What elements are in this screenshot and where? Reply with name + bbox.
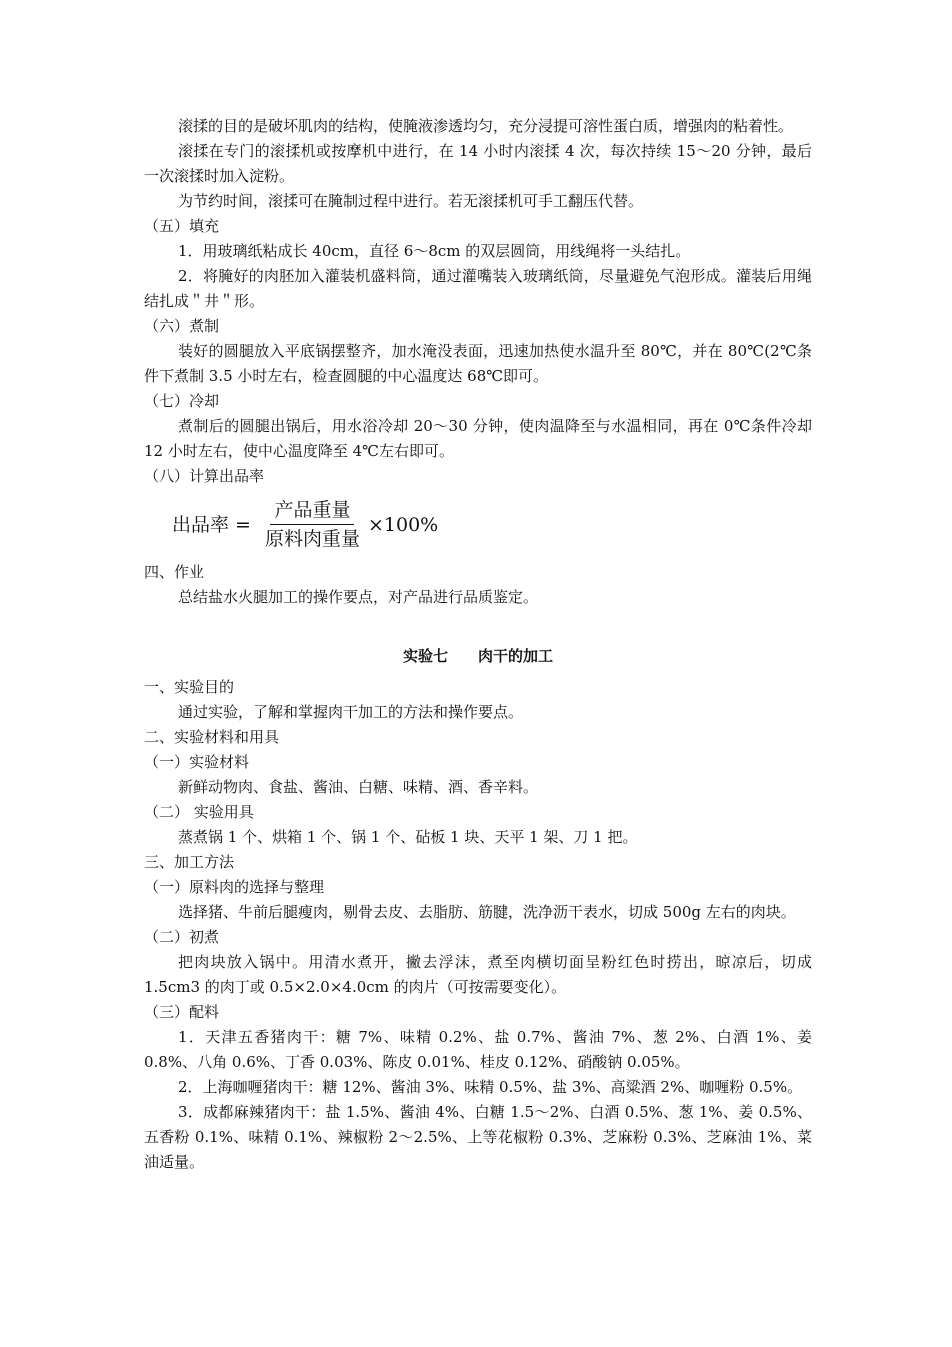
section-heading: （一）原料肉的选择与整理 xyxy=(144,878,325,896)
section-heading: 一、实验目的 xyxy=(144,678,235,696)
formula-denominator: 原料肉重量 xyxy=(264,528,360,550)
section-heading: （一）实验材料 xyxy=(144,753,250,771)
section-heading: 三、加工方法 xyxy=(144,853,235,871)
section-heading: （五）填充 xyxy=(144,217,220,235)
body-paragraph: 新鲜动物肉、食盐、酱油、白糖、味精、酒、香辛料。 xyxy=(178,778,539,796)
jerky-section xyxy=(144,675,812,1175)
section-heading: （八）计算出品率 xyxy=(144,467,265,485)
body-paragraph: 为节约时间，滚揉可在腌制过程中进行。若无滚揉机可手工翻压代替。 xyxy=(178,192,644,210)
body-paragraph: 选择猪、牛前后腿瘦肉，剔骨去皮、去脂肪、筋腱，洗净沥干表水，切成 500g 左右的肉块。 xyxy=(178,903,796,921)
section-heading: （六）煮制 xyxy=(144,317,220,335)
section-heading: （七）冷却 xyxy=(144,392,220,410)
homework-section xyxy=(144,560,812,610)
body-paragraph: 滚揉在专门的滚揉机或按摩机中进行，在 14 小时内滚揉 4 次，每次持续 15～20 分钟，最后一次滚揉时加入淀粉。 xyxy=(144,142,812,185)
formula-numerator: 产品重量 xyxy=(270,497,354,525)
formula-rhs: ×100% xyxy=(367,513,439,536)
section-title xyxy=(144,644,812,669)
body-paragraph: 煮制后的圆腿出锅后，用水浴冷却 20～30 分钟，使肉温降至与水温相同，再在 0℃条件冷却 12 小时左右，使中心温度降至 4℃左右即可。 xyxy=(144,417,812,460)
section-heading: （二）初煮 xyxy=(144,928,220,946)
body-paragraph: 把肉块放入锅中。用清水煮开，撇去浮沫，煮至肉横切面呈粉红色时捞出，晾凉后，切成 1.5cm3 的肉丁或 0.5×2.0×4.0cm 的肉片（可按需要变化）。 xyxy=(144,953,812,996)
section-heading: 四、作业 xyxy=(144,563,205,581)
section-heading: （二） 实验用具 xyxy=(144,803,254,821)
section-heading: （三）配料 xyxy=(144,1003,220,1021)
section-heading: 二、实验材料和用具 xyxy=(144,728,280,746)
body-paragraph: 3．成都麻辣猪肉干：盐 1.5%、酱油 4%、白糖 1.5～2%、白酒 0.5%、葱 1%、姜 0.5%、五香粉 0.1%、味精 0.1%、辣椒粉 2～2.5%、上等花椒粉 0.3%、芝麻粉 0.3%、芝麻油 1%、菜油适量。 xyxy=(144,1103,812,1171)
body-paragraph: 2．将腌好的肉胚加入灌装机盛料筒，通过灌嘴装入玻璃纸筒，尽量避免气泡形成。灌装后用绳结扎成＂井＂形。 xyxy=(144,267,812,310)
body-paragraph: 蒸煮锅 1 个、烘箱 1 个、锅 1 个、砧板 1 块、天平 1 架、刀 1 把。 xyxy=(178,828,638,846)
ham-process-section xyxy=(144,114,812,489)
section-name: 肉干的加工 xyxy=(478,647,554,665)
body-paragraph: 装好的圆腿放入平底锅摆整齐，加水淹没表面，迅速加热使水温升至 80℃，并在 80℃(2℃条件下煮制 3.5 小时左右，检查圆腿的中心温度达 68℃即可。 xyxy=(144,342,812,385)
body-paragraph: 1．用玻璃纸粘成长 40cm，直径 6～8cm 的双层圆筒，用线绳将一头结扎。 xyxy=(178,242,691,260)
section-number: 实验七 xyxy=(402,647,448,665)
document-page xyxy=(144,114,812,1175)
yield-formula xyxy=(172,497,812,552)
body-paragraph: 2．上海咖喱猪肉干：糖 12%、酱油 3%、味精 0.5%、盐 3%、高粱酒 2%、咖喱粉 0.5%。 xyxy=(178,1078,803,1096)
body-paragraph: 通过实验，了解和掌握肉干加工的方法和操作要点。 xyxy=(178,703,524,721)
body-paragraph: 滚揉的目的是破坏肌肉的结构，使腌液渗透均匀，充分浸提可溶性蛋白质，增强肉的粘着性。 xyxy=(178,117,794,135)
formula-lhs: 出品率 = xyxy=(172,513,251,536)
formula-fraction xyxy=(261,497,364,552)
body-paragraph: 总结盐水火腿加工的操作要点，对产品进行品质鉴定。 xyxy=(178,588,539,606)
body-paragraph: 1．天津五香猪肉干：糖 7%、味精 0.2%、盐 0.7%、酱油 7%、葱 2%、白酒 1%、姜 0.8%、八角 0.6%、丁香 0.03%、陈皮 0.01%、桂皮 0.12%、硝酸钠 0.05%。 xyxy=(144,1028,812,1071)
